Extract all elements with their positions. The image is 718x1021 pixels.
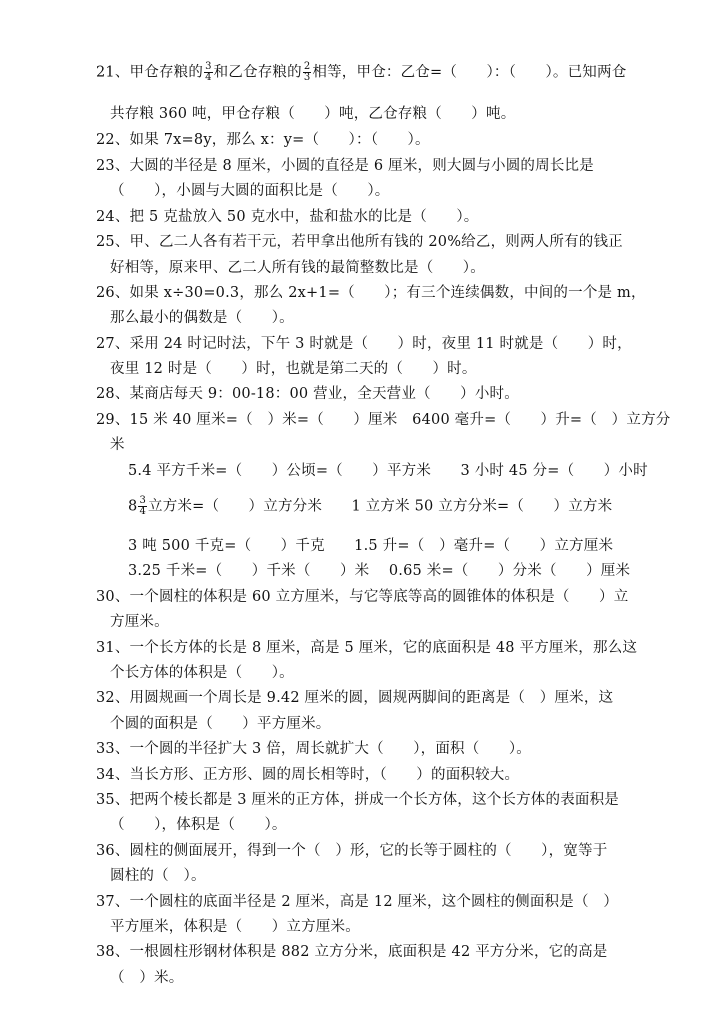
q29-line3-rest: 立方米=（ ）立方分米 1 立方米 50 立方分米=（ ）立方米 [148, 498, 613, 515]
question-29-line-3 [128, 496, 612, 517]
question-36-line-2: 圆柱的（ ）。 [110, 868, 206, 884]
question-24: 24、把 5 克盐放入 50 克水中，盐和盐水的比是（ ）。 [96, 209, 479, 225]
question-26-line-2: 那么最小的偶数是（ ）。 [110, 310, 294, 326]
q21-text-b: 和乙仓存粮的 [213, 64, 302, 81]
question-28: 28、某商店每天 9：00-18：00 营业，全天营业（ ）小时。 [96, 386, 519, 402]
question-26-line-1: 26、如果 x÷30=0.3，那么 2x+1=（ ）；有三个连续偶数，中间的一个是 m， [96, 285, 646, 301]
question-32-line-2: 个圆的面积是（ ）平方厘米。 [110, 716, 331, 732]
question-38-line-2: （ ）米。 [110, 970, 184, 986]
question-25-line-1: 25、甲、乙二人各有若干元，若甲拿出他所有钱的 20%给乙，则两人所有的钱正 [96, 234, 623, 250]
question-35-line-1: 35、把两个棱长都是 3 厘米的正方体，拼成一个长方体，这个长方体的表面积是 [96, 792, 619, 808]
question-32-line-1: 32、用圆规画一个周长是 9.42 厘米的圆，圆规两脚间的距离是（ ）厘米，这 [96, 690, 614, 706]
question-25-line-2: 好相等，原来甲、乙二人所有钱的最简整数比是（ ）。 [110, 260, 485, 276]
q21-text-a: 21、甲仓存粮的 [96, 64, 204, 81]
question-22: 22、如果 7x=8y，那么 x：y=（ ）：（ ）。 [96, 132, 430, 148]
question-27-line-1: 27、采用 24 时记时法，下午 3 时就是（ ）时，夜里 11 时就是（ ）时， [96, 336, 632, 352]
question-36-line-1: 36、圆柱的侧面展开，得到一个（ ）形，它的长等于圆柱的（ ），宽等于 [96, 843, 608, 859]
question-27-line-2: 夜里 12 时是（ ）时，也就是第二天的（ ）时。 [110, 361, 477, 377]
question-21-line-1 [96, 62, 626, 83]
fraction-three-quarters-29: $\frac{3}{4}$ [139, 495, 146, 517]
question-29-line-4: 3 吨 500 千克=（ ）千克 1.5 升=（ ）毫升=（ ）立方厘米 [128, 538, 614, 554]
question-23-line-2: （ ），小圆与大圆的面积比是（ ）。 [110, 183, 390, 199]
q21-text-c: 相等，甲仓：乙仓=（ ）：（ ）。已知两仓 [312, 64, 627, 81]
question-37-line-2: 平方厘米，体积是（ ）立方厘米。 [110, 919, 360, 935]
question-29-line-1b: 米 [110, 437, 125, 453]
question-29-line-1: 29、15 米 40 厘米=（ ）米=（ ）厘米 6400 毫升=（ ）升=（ ）立方分 [96, 412, 671, 428]
question-23-line-1: 23、大圆的半径是 8 厘米，小圆的直径是 6 厘米，则大圆与小圆的周长比是 [96, 158, 594, 174]
question-21-line-2: 共存粮 360 吨，甲仓存粮（ ）吨，乙仓存粮（ ）吨。 [110, 106, 516, 122]
question-37-line-1: 37、一个圆柱的底面半径是 2 厘米，高是 12 厘米，这个圆柱的侧面积是（ ） [96, 894, 619, 910]
question-31-line-2: 个长方体的体积是（ ）。 [110, 665, 294, 681]
question-29-line-5: 3.25 千米=（ ）千米（ ）米 0.65 米=（ ）分米（ ）厘米 [128, 563, 631, 579]
mixed-number-whole: 8 [128, 498, 138, 515]
question-30-line-2: 方厘米。 [110, 614, 169, 630]
question-33: 33、一个圆的半径扩大 3 倍，周长就扩大（ ），面积（ ）。 [96, 741, 531, 757]
question-31-line-1: 31、一个长方体的长是 8 厘米，高是 5 厘米，它的底面积是 48 平方厘米，那么这 [96, 640, 638, 656]
question-30-line-1: 30、一个圆柱的体积是 60 立方厘米，与它等底等高的圆锥体的体积是（ ）立 [96, 589, 629, 605]
question-38-line-1: 38、一根圆柱形钢材体积是 882 立方分米，底面积是 42 平方分米，它的高是 [96, 944, 608, 960]
fraction-three-quarters: $\frac{3}{4}$ [205, 61, 212, 83]
question-34: 34、当长方形、正方形、圆的周长相等时，（ ）的面积较大。 [96, 767, 520, 783]
fraction-two-thirds: $\frac{2}{3}$ [303, 61, 311, 83]
question-29-line-2: 5.4 平方千米=（ ）公顷=（ ）平方米 3 小时 45 分=（ ）小时 [128, 463, 648, 479]
question-35-line-2: （ ），体积是（ ）。 [110, 817, 287, 833]
